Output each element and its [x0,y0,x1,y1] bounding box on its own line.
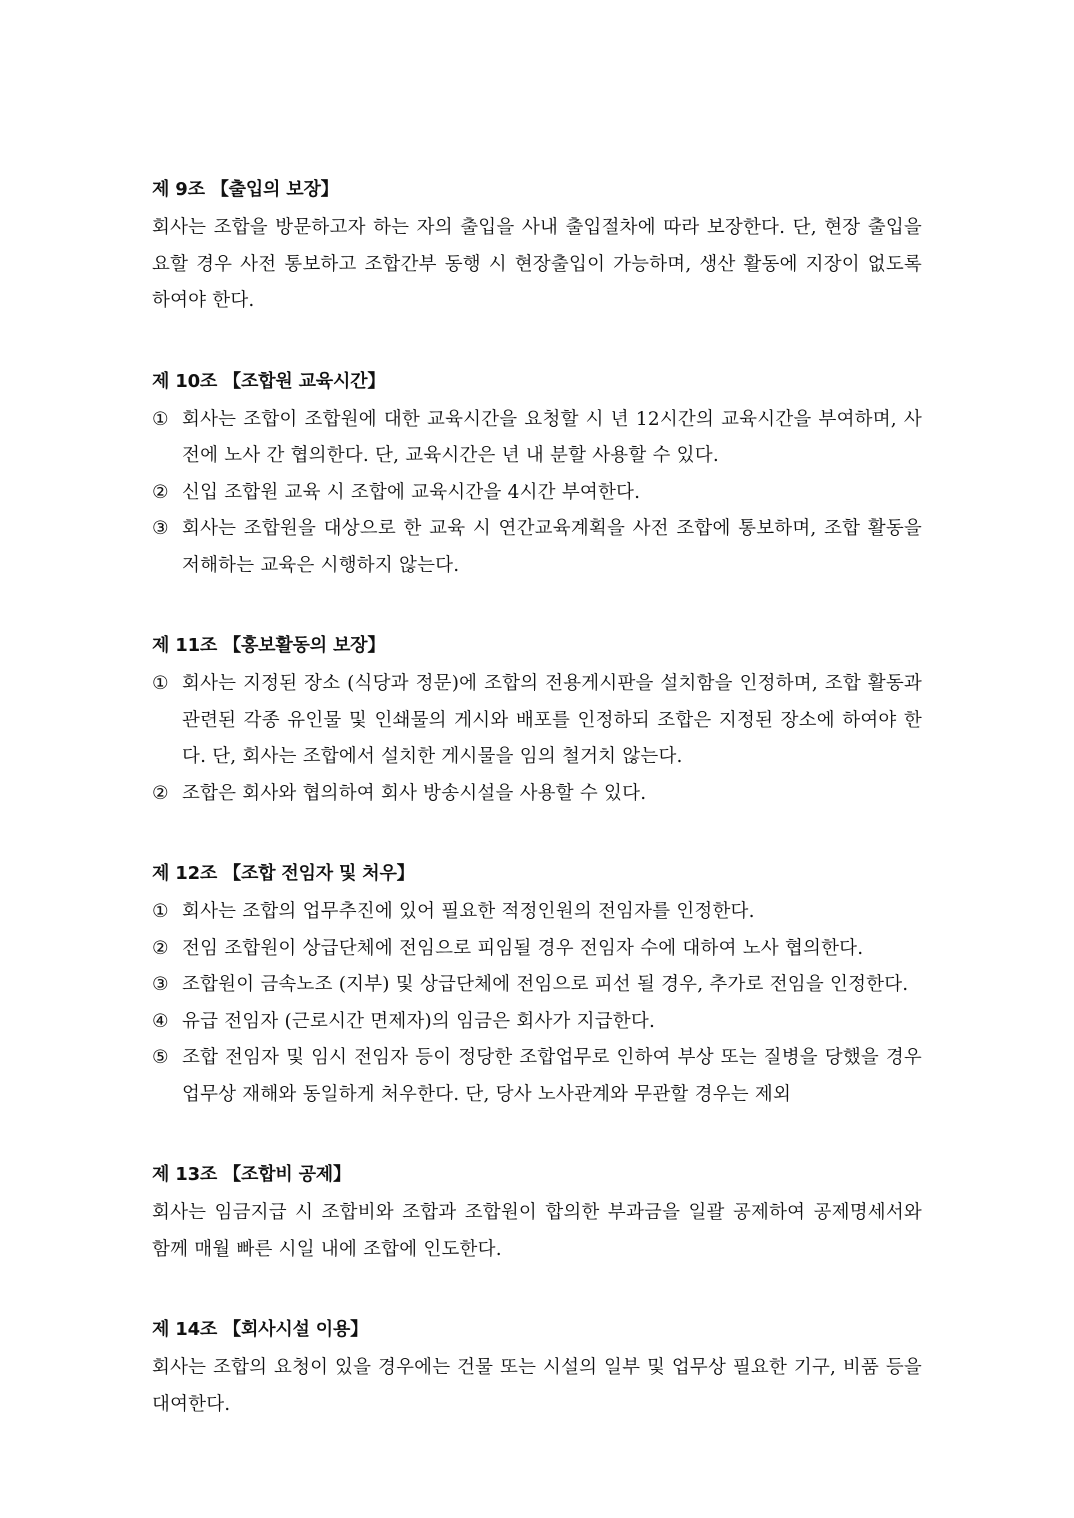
article-title: 제 12조 【조합 전임자 및 처우】 [152,863,415,884]
article-13 [152,1155,922,1268]
item-text: 조합 전임자 및 임시 전임자 등이 정당한 조합업무로 인하여 부상 또는 질병을 당했을 경우 업무상 재해와 동일하게 처우한다. 단, 당사 노사관계와 무관할 경우는 제외 [182,1047,922,1105]
article-14 [152,1310,922,1423]
list-item [152,666,922,776]
article-paragraph: 회사는 조합의 요청이 있을 경우에는 건물 또는 시설의 일부 및 업무상 필요한 기구, 비품 등을 대여한다. [152,1357,922,1415]
list-item [152,894,922,931]
item-number: ① [152,901,169,922]
article-paragraph: 회사는 임금지급 시 조합비와 조합과 조합원이 합의한 부과금을 일괄 공제하여 공제명세서와 함께 매월 빠른 시일 내에 조합에 인도한다. [152,1202,922,1260]
item-text: 조합원이 금속노조 (지부) 및 상급단체에 전임으로 피선 될 경우, 추가로 전임을 인정한다. [182,974,909,995]
item-text: 회사는 조합원을 대상으로 한 교육 시 연간교육계획을 사전 조합에 통보하며, 조합 활동을 저해하는 교육은 시행하지 않는다. [182,518,922,576]
item-text: 조합은 회사와 협의하여 회사 방송시설을 사용할 수 있다. [182,782,647,804]
item-text: 신입 조합원 교육 시 조합에 교육시간을 4시간 부여한다. [182,481,641,503]
article-title: 제 14조 【회사시설 이용】 [152,1319,368,1340]
item-number: ④ [152,1010,169,1032]
list-item [152,511,922,584]
article-12 [152,854,922,1113]
item-text: 유급 전임자 (근로시간 면제자)의 임금은 회사가 지급한다. [182,1010,656,1032]
item-number: ② [152,481,169,503]
article-title: 제 11조 【홍보활동의 보장】 [152,635,386,656]
article-title: 제 9조 【출입의 보장】 [152,179,339,200]
document-page [152,170,922,1465]
article-paragraph: 회사는 조합을 방문하고자 하는 자의 출입을 사내 출입절차에 따라 보장한다. 단, 현장 출입을 요할 경우 사전 통보하고 조합간부 동행 시 현장출입이 가능하며, 생산 활동에 지장이 없도록 하여야 한다. [152,217,922,311]
item-text: 회사는 지정된 장소 (식당과 정문)에 조합의 전용게시판을 설치함을 인정하며, 조합 활동과 관련된 각종 유인물 및 인쇄물의 게시와 배포를 인정하되 조합은 지정된 장소에 하여야 한다. 단, 회사는 조합에서 설치한 게시물을 임의 철거치 않는다. [182,673,922,767]
list-item [152,776,922,813]
article-title: 제 13조 【조합비 공제】 [152,1164,351,1185]
item-text: 회사는 조합의 업무추진에 있어 필요한 적정인원의 전임자를 인정한다. [182,901,755,922]
list-item [152,967,922,1004]
article-10 [152,362,922,585]
item-number: ① [152,408,169,430]
item-text: 전임 조합원이 상급단체에 전임으로 피임될 경우 전임자 수에 대하여 노사 협의한다. [182,937,864,959]
list-item [152,475,922,512]
article-9 [152,170,922,320]
article-11 [152,626,922,812]
item-number: ③ [152,974,169,995]
item-number: ⑤ [152,1047,169,1068]
list-item [152,1040,922,1113]
item-number: ② [152,782,169,804]
item-number: ① [152,673,169,694]
list-item [152,931,922,968]
list-item [152,402,922,475]
item-text: 회사는 조합이 조합원에 대한 교육시간을 요청할 시 년 12시간의 교육시간을 부여하며, 사전에 노사 간 협의한다. 단, 교육시간은 년 내 분할 사용할 수 있다. [182,408,922,466]
list-item [152,1004,922,1041]
item-number: ② [152,937,169,959]
item-number: ③ [152,518,169,539]
article-title: 제 10조 【조합원 교육시간】 [152,370,386,392]
